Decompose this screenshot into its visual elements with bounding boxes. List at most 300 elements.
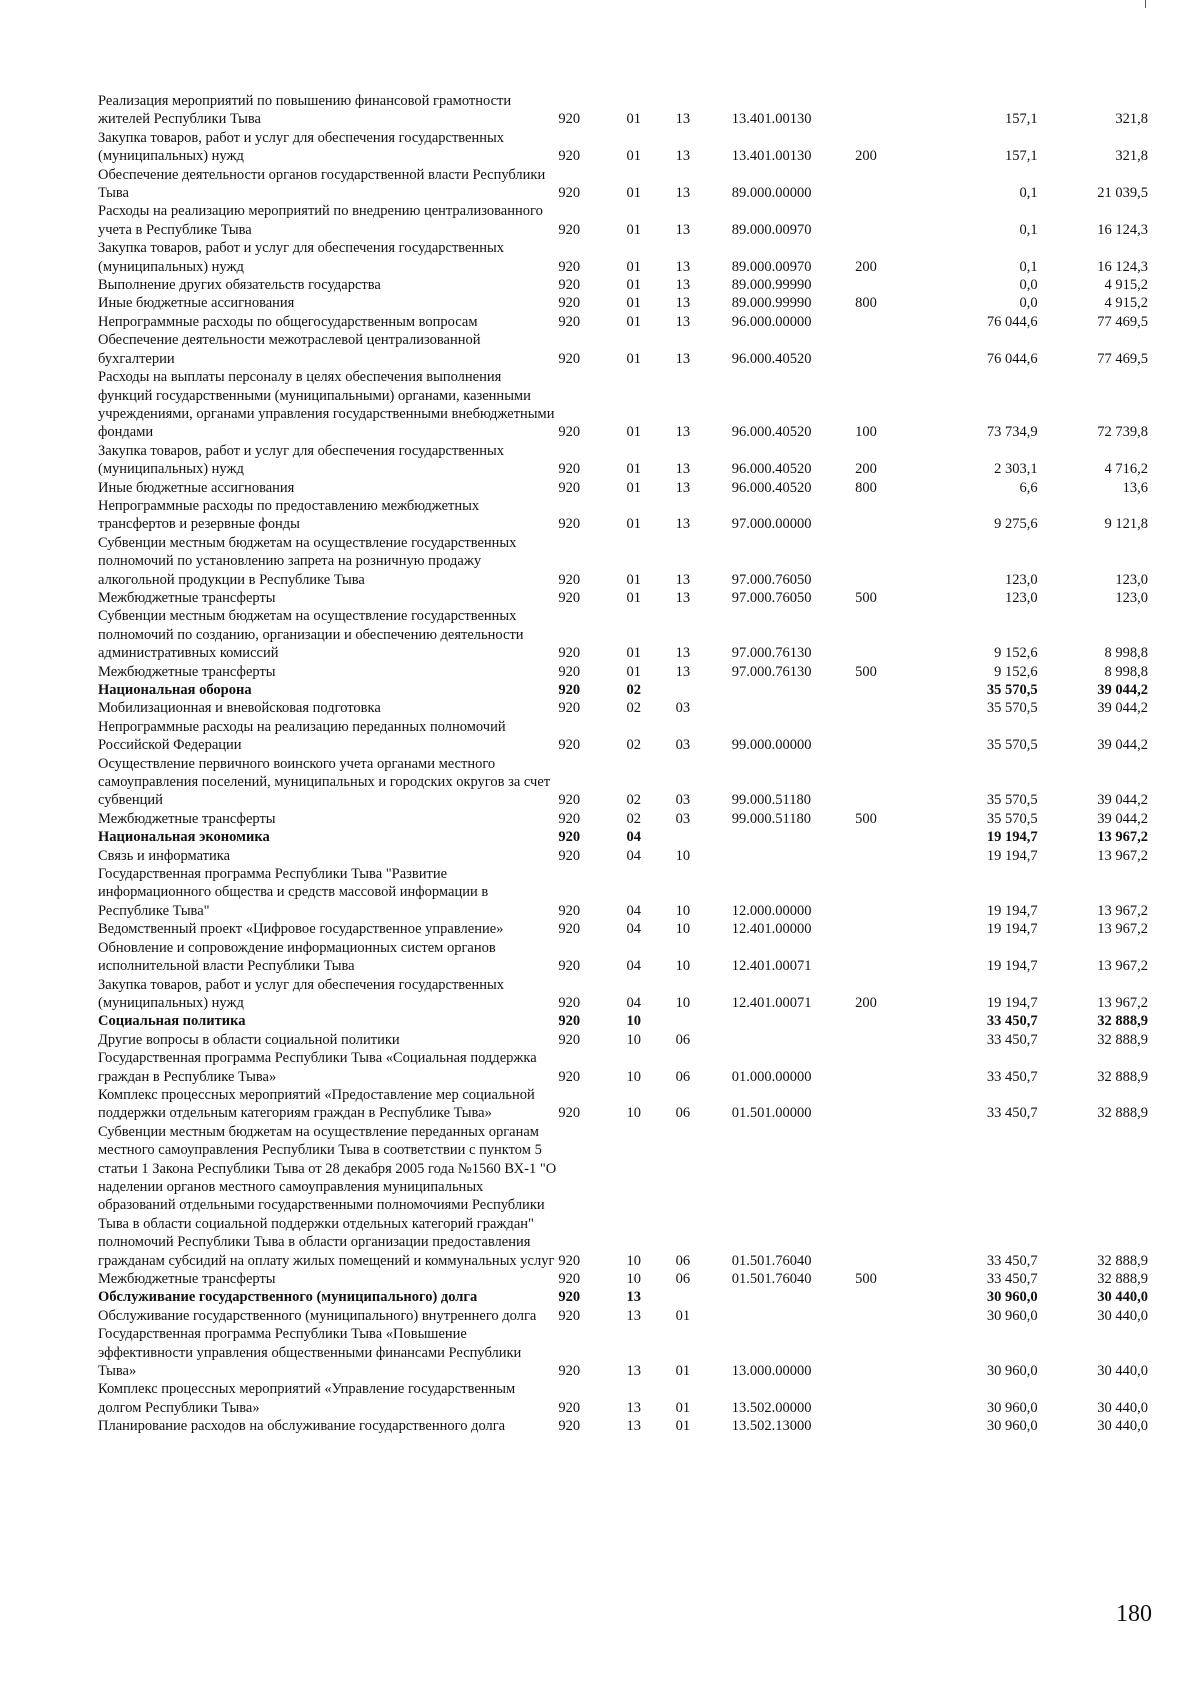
row-expense-type: 200 [855,461,877,478]
row-name: Расходы на реализацию мероприятий по внедрению централизованного учета в Республике Тыва [98,203,543,238]
row-subsection: 13 [675,111,691,128]
row-amount-year2: 21 039,5 [1097,185,1148,202]
row-amount-year2: 9 121,8 [1104,516,1148,533]
row-grbs: 920 [558,902,581,919]
row-target-article: 13.502.13000 [731,1418,812,1435]
row-amount-year1: 19 194,7 [986,921,1038,938]
table-row [98,368,1148,442]
table-row [98,920,1148,938]
row-amount-year1: 157,1 [1005,148,1038,165]
row-target-article: 96.000.40520 [731,479,812,496]
table-row [98,939,1148,976]
row-subsection: 03 [675,810,691,827]
row-target-article: 97.000.76050 [731,571,812,588]
row-section: 01 [626,645,641,662]
table-row [98,1270,1148,1288]
row-section: 13 [626,1307,641,1324]
row-name: Межбюджетные трансферты [98,810,276,827]
table-row [98,607,1148,662]
row-amount-year1: 35 570,5 [986,792,1038,809]
row-section: 04 [626,902,641,919]
row-name: Национальная экономика [98,829,270,846]
row-name: Выполнение других обязательств государства [98,277,381,294]
row-amount-year1: 35 570,5 [986,737,1038,754]
row-expense-type [855,92,937,129]
table-row [98,589,1148,607]
row-section: 01 [626,148,641,165]
row-subsection: 06 [675,1105,691,1122]
row-expense-type [855,681,937,699]
page-number: 180 [1116,1601,1152,1627]
row-target-article [732,681,855,699]
row-target-article: 99.000.00000 [731,737,812,754]
row-name: Непрограммные расходы по предоставлению межбюджетных трансфертов и резервные фонды [98,497,480,533]
row-target-article [732,1307,855,1325]
table-row [98,1031,1148,1049]
table-row [98,442,1148,479]
row-grbs: 920 [558,313,581,330]
row-expense-type [855,1307,937,1325]
row-amount-year2: 30 440,0 [1097,1289,1148,1306]
row-subsection [676,828,732,846]
row-name: Непрограммные расходы на реализацию переданных полномочий Российской Федерации [98,718,506,754]
row-name: Закупка товаров, работ и услуг для обеспечения государственных (муниципальных) нужд [98,442,505,478]
row-amount-year2: 4 915,2 [1104,295,1148,312]
row-expense-type [855,939,937,976]
row-expense-type [855,607,937,662]
row-name: Обновление и сопровождение информационных систем органов исполнительной власти Республики Тыва [98,939,496,975]
row-subsection: 06 [675,1068,691,1085]
row-amount-year1: 76 044,6 [986,313,1038,330]
row-amount-year1: 33 450,7 [986,1252,1038,1269]
row-name: Закупка товаров, работ и услуг для обеспечения государственных (муниципальных) нужд [98,129,505,165]
row-target-article: 12.401.00071 [731,958,812,975]
row-expense-type [855,313,937,331]
row-subsection: 10 [675,847,691,864]
row-subsection: 10 [675,921,691,938]
row-section: 01 [626,424,641,441]
row-name: Межбюджетные трансферты [98,589,276,606]
row-grbs: 920 [558,461,581,478]
row-section: 13 [626,1418,641,1435]
row-section: 01 [626,516,641,533]
row-target-article: 99.000.51180 [731,810,811,827]
row-target-article: 12.401.00000 [731,921,812,938]
table-row [98,681,1148,699]
row-subsection: 01 [675,1307,691,1324]
table-row [98,294,1148,312]
row-expense-type: 500 [855,810,877,827]
row-expense-type [855,497,937,534]
row-grbs: 920 [558,1013,581,1030]
row-name: Государственная программа Республики Тыва "Развитие информационного общества и средств массовой информации в Республике Тыва" [98,866,489,919]
row-grbs: 920 [558,589,581,606]
row-grbs: 920 [558,277,581,294]
row-amount-year1: 9 152,6 [994,663,1038,680]
row-subsection: 13 [675,645,691,662]
row-amount-year2: 16 124,3 [1097,221,1148,238]
row-target-article: 97.000.76050 [731,589,812,606]
row-expense-type [855,920,937,938]
row-target-article: 97.000.76130 [731,645,812,662]
row-section: 13 [626,1289,641,1306]
row-grbs: 920 [558,295,581,312]
row-amount-year2: 32 888,9 [1097,1013,1148,1030]
row-target-article: 89.000.99990 [731,277,812,294]
row-name: Национальная оборона [98,682,252,698]
row-amount-year1: 123,0 [1005,571,1038,588]
row-name: Межбюджетные трансферты [98,663,276,680]
row-grbs: 920 [558,479,581,496]
row-name: Осуществление первичного воинского учета органами местного самоуправления поселений, муниципальных и городских округов за счет субвенций [98,755,551,809]
row-expense-type: 200 [855,148,877,165]
row-amount-year1: 123,0 [1005,589,1038,606]
row-amount-year2: 39 044,2 [1097,682,1148,698]
row-section: 10 [626,1068,641,1085]
row-name: Другие вопросы в области социальной политики [98,1031,400,1048]
row-grbs: 920 [558,1289,581,1306]
row-expense-type [855,755,937,810]
row-section: 13 [626,1363,641,1380]
row-amount-year2: 77 469,5 [1097,313,1148,330]
row-section: 04 [626,958,641,975]
row-section: 01 [626,461,641,478]
row-amount-year1: 2 303,1 [994,461,1038,478]
row-subsection: 13 [675,258,691,275]
row-subsection: 13 [675,313,691,330]
row-amount-year2: 39 044,2 [1097,700,1148,717]
table-row [98,92,1148,129]
row-expense-type [855,1380,937,1417]
row-name: Обслуживание государственного (муниципального) внутреннего долга [98,1307,537,1324]
row-amount-year2: 39 044,2 [1097,737,1148,754]
row-name: Расходы на выплаты персоналу в целях обеспечения выполнения функций государственными (муниципальными) органами, казенными учреждениями, органами управления государственными внебюджетными фондами [98,369,555,441]
row-amount-year1: 35 570,5 [986,682,1038,698]
row-amount-year2: 30 440,0 [1097,1307,1148,1324]
row-target-article [732,1031,855,1049]
row-name: Закупка товаров, работ и услуг для обеспечения государственных (муниципальных) нужд [98,240,505,275]
row-subsection [676,1288,732,1306]
row-amount-year1: 33 450,7 [986,1013,1038,1030]
row-subsection [676,681,732,699]
table-row [98,1086,1148,1123]
row-name: Закупка товаров, работ и услуг для обеспечения государственных (муниципальных) нужд [98,976,505,1011]
row-amount-year2: 13 967,2 [1097,994,1148,1011]
row-name: Иные бюджетные ассигнования [98,479,295,496]
row-grbs: 920 [558,1307,581,1324]
row-amount-year1: 30 960,0 [986,1418,1038,1435]
row-section: 04 [626,994,641,1011]
row-grbs: 920 [558,700,581,717]
row-amount-year1: 30 960,0 [986,1399,1038,1416]
row-section: 02 [626,682,641,698]
row-grbs: 920 [558,921,581,938]
row-section: 10 [626,1271,641,1287]
row-amount-year1: 30 960,0 [986,1307,1038,1324]
row-name: Связь и информатика [98,847,231,864]
row-amount-year1: 19 194,7 [986,829,1038,846]
row-subsection: 13 [675,479,691,496]
row-name: Планирование расходов на обслуживание государственного долга [98,1418,506,1435]
row-section: 01 [626,221,641,238]
row-grbs: 920 [558,829,581,846]
row-target-article: 96.000.40520 [731,461,812,478]
row-grbs: 920 [558,1363,581,1380]
row-target-article: 96.000.40520 [731,424,812,441]
row-target-article: 97.000.76130 [731,663,812,680]
row-grbs: 920 [558,792,581,809]
row-subsection: 13 [675,277,691,294]
row-target-article: 01.000.00000 [731,1068,812,1085]
row-section: 01 [626,663,641,680]
row-section: 01 [626,185,641,202]
row-target-article: 89.000.99990 [731,295,812,312]
table-row [98,479,1148,497]
row-grbs: 920 [558,958,581,975]
row-target-article: 13.401.00130 [731,148,812,165]
row-amount-year2: 123,0 [1115,589,1148,606]
row-target-article: 97.000.00000 [731,516,812,533]
table-row [98,810,1148,828]
row-subsection: 13 [675,148,691,165]
row-target-article: 89.000.00000 [731,185,812,202]
row-target-article [732,1012,855,1030]
row-grbs: 920 [558,682,581,698]
row-expense-type [855,331,937,368]
row-amount-year1: 73 734,9 [986,424,1038,441]
row-expense-type: 500 [855,1271,877,1287]
row-name: Субвенции местным бюджетам на осуществление государственных полномочий по созданию, организации и обеспечению деятельности административных комиссий [98,608,524,662]
row-expense-type [855,828,937,846]
row-target-article: 13.502.00000 [731,1399,812,1416]
row-expense-type: 800 [855,295,877,312]
row-target-article [732,828,855,846]
row-section: 01 [626,295,641,312]
row-target-article: 89.000.00970 [731,258,812,275]
row-name: Субвенции местным бюджетам на осуществление государственных полномочий по установлению запрета на розничную продажу алкогольной продукции в Республике Тыва [98,534,517,588]
row-name: Обеспечение деятельности органов государственной власти Республики Тыва [98,166,546,202]
row-name: Реализация мероприятий по повышению финансовой грамотности жителей Республики Тыва [98,93,512,128]
row-amount-year2: 321,8 [1115,148,1148,165]
row-amount-year2: 8 998,8 [1104,645,1148,662]
table-row [98,1380,1148,1417]
row-grbs: 920 [558,221,581,238]
table-row [98,663,1148,681]
table-row [98,276,1148,294]
row-subsection: 13 [675,516,691,533]
row-amount-year2: 39 044,2 [1097,792,1148,809]
row-amount-year2: 13 967,2 [1097,958,1148,975]
row-subsection: 01 [675,1363,691,1380]
row-subsection: 13 [675,350,691,367]
row-amount-year2: 32 888,9 [1097,1031,1148,1048]
row-section: 02 [626,792,641,809]
row-name: Государственная программа Республики Тыва «Повышение эффективности управления общественными финансами Республики Тыва» [98,1326,522,1380]
row-section: 01 [626,350,641,367]
row-subsection: 10 [675,958,691,975]
row-section: 02 [626,737,641,754]
row-amount-year1: 33 450,7 [986,1105,1038,1122]
row-target-article [732,1288,855,1306]
row-grbs: 920 [558,1105,581,1122]
row-section: 01 [626,277,641,294]
row-target-article: 12.000.00000 [731,902,812,919]
table-row [98,1049,1148,1086]
row-subsection: 13 [675,424,691,441]
row-expense-type [855,1288,937,1306]
row-amount-year2: 32 888,9 [1097,1068,1148,1085]
row-grbs: 920 [558,810,581,827]
row-section: 13 [626,1399,641,1416]
row-amount-year2: 32 888,9 [1097,1271,1148,1287]
row-grbs: 920 [558,571,581,588]
row-subsection: 13 [675,185,691,202]
row-target-article [732,699,855,717]
row-name: Комплекс процессных мероприятий «Предоставление мер социальной поддержки отдельным категориям граждан в Республике Тыва» [98,1086,535,1122]
row-section: 01 [626,111,641,128]
row-target-article: 96.000.00000 [731,313,812,330]
row-name: Комплекс процессных мероприятий «Управление государственным долгом Республики Тыва» [98,1381,516,1416]
row-target-article: 01.501.00000 [731,1105,812,1122]
row-grbs: 920 [558,1271,581,1287]
table-row [98,1288,1148,1306]
row-subsection: 13 [675,295,691,312]
row-amount-year2: 13 967,2 [1097,829,1148,846]
table-row [98,497,1148,534]
table-row [98,129,1148,166]
row-target-article: 89.000.00970 [731,221,812,238]
row-amount-year1: 0,1 [1019,258,1038,275]
row-amount-year2: 30 440,0 [1097,1363,1148,1380]
table-row [98,1012,1148,1030]
row-amount-year2: 16 124,3 [1097,258,1148,275]
row-expense-type [855,276,937,294]
row-grbs: 920 [558,847,581,864]
row-name: Субвенции местным бюджетам на осуществление переданных органам местного самоуправления Республики Тыва в соответствии с пунктом 5 статьи 1 Закона Республики Тыва от 28 декабря 2005 года №1560 ВХ-1 "О наделении органов местного самоуправления муниципальных образований отдельными государственными полномочиями Республики Тыва в области социальной поддержки отдельных категорий граждан" полномочий Республики Тыва в области организации предоставления гражданам субсидий на оплату жилых помещений и коммунальных услуг [98,1123,557,1269]
row-subsection: 10 [675,902,691,919]
row-amount-year1: 0,1 [1019,221,1038,238]
row-amount-year2: 30 440,0 [1097,1418,1148,1435]
table-row [98,331,1148,368]
row-grbs: 920 [558,737,581,754]
row-amount-year1: 33 450,7 [986,1031,1038,1048]
row-amount-year2: 13 967,2 [1097,902,1148,919]
row-expense-type: 200 [855,994,877,1011]
scan-edge-mark [1145,0,1146,8]
row-amount-year1: 19 194,7 [986,902,1038,919]
row-expense-type: 100 [855,424,877,441]
row-amount-year2: 4 716,2 [1104,461,1148,478]
row-amount-year1: 35 570,5 [986,810,1038,827]
row-expense-type [855,534,937,589]
row-expense-type [855,718,937,755]
row-grbs: 920 [558,1068,581,1085]
row-amount-year2: 4 915,2 [1104,277,1148,294]
row-amount-year2: 13 967,2 [1097,847,1148,864]
row-name: Обеспечение деятельности межотраслевой централизованной бухгалтерии [98,332,481,367]
row-amount-year2: 32 888,9 [1097,1105,1148,1122]
row-expense-type [855,1325,937,1380]
row-amount-year2: 32 888,9 [1097,1252,1148,1269]
row-target-article: 99.000.51180 [731,792,811,809]
row-expense-type [855,865,937,920]
row-subsection: 01 [675,1399,691,1416]
row-section: 04 [626,921,641,938]
row-name: Мобилизационная и вневойсковая подготовка [98,700,381,717]
table-row [98,1307,1148,1325]
row-subsection: 06 [675,1031,691,1048]
row-section: 10 [626,1252,641,1269]
row-amount-year2: 8 998,8 [1104,663,1148,680]
row-grbs: 920 [558,516,581,533]
row-expense-type [855,699,937,717]
row-grbs: 920 [558,1252,581,1269]
row-grbs: 920 [558,424,581,441]
row-amount-year1: 6,6 [1019,479,1038,496]
row-amount-year2: 72 739,8 [1097,424,1148,441]
table-row [98,755,1148,810]
row-grbs: 920 [558,994,581,1011]
row-expense-type: 500 [855,589,877,606]
row-name: Иные бюджетные ассигнования [98,295,295,312]
row-target-article: 96.000.40520 [731,350,812,367]
table-row [98,718,1148,755]
row-target-article: 13.000.00000 [731,1363,812,1380]
row-expense-type: 200 [855,258,877,275]
row-subsection: 03 [675,792,691,809]
row-amount-year1: 19 194,7 [986,847,1038,864]
row-name: Ведомственный проект «Цифровое государственное управление» [98,921,504,938]
row-amount-year1: 30 960,0 [986,1363,1038,1380]
row-section: 01 [626,258,641,275]
row-expense-type: 800 [855,479,877,496]
row-amount-year1: 30 960,0 [986,1289,1038,1306]
table-row [98,202,1148,239]
row-expense-type [855,1123,937,1270]
row-section: 04 [626,847,641,864]
row-section: 02 [626,700,641,717]
row-grbs: 920 [558,1399,581,1416]
row-section: 10 [626,1105,641,1122]
row-amount-year1: 35 570,5 [986,700,1038,717]
row-target-article [732,847,855,865]
row-target-article: 01.501.76040 [731,1271,812,1287]
row-subsection: 13 [675,221,691,238]
table-row [98,976,1148,1013]
table-row [98,865,1148,920]
row-subsection: 10 [675,994,691,1011]
row-amount-year1: 76 044,6 [986,350,1038,367]
table-row [98,534,1148,589]
table-row [98,699,1148,717]
row-target-article: 12.401.00071 [731,994,812,1011]
table-row [98,1325,1148,1380]
budget-table [98,92,1148,1436]
table-row [98,828,1148,846]
row-subsection: 13 [675,571,691,588]
row-section: 04 [626,829,641,846]
row-grbs: 920 [558,111,581,128]
row-amount-year1: 0,0 [1019,295,1038,312]
row-amount-year1: 157,1 [1005,111,1038,128]
row-section: 01 [626,479,641,496]
table-row [98,1417,1148,1435]
row-amount-year1: 19 194,7 [986,958,1038,975]
row-amount-year2: 321,8 [1115,111,1148,128]
table-row [98,1123,1148,1270]
row-expense-type: 500 [855,663,877,680]
row-subsection: 13 [675,663,691,680]
